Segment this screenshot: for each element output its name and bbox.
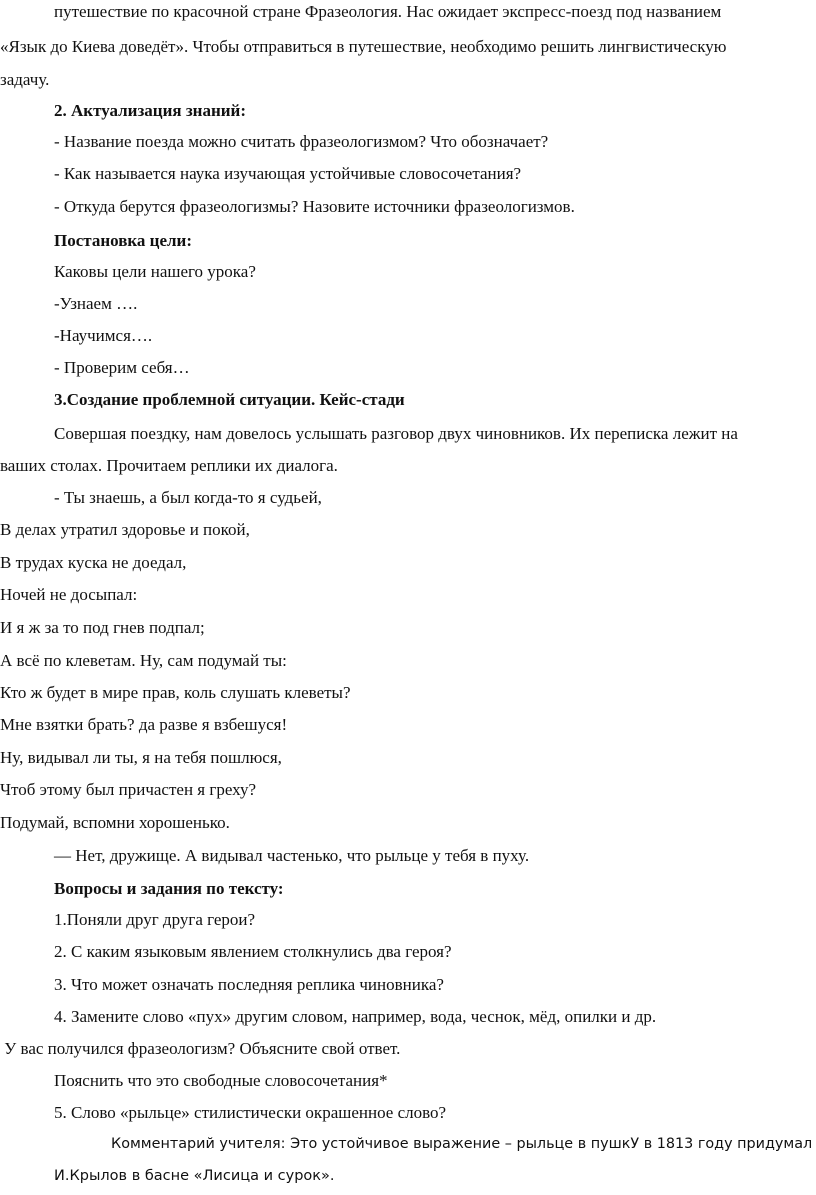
list-item: - Проверим себя… — [54, 358, 190, 377]
poem-line: Чтоб этому был причастен я греху? — [0, 780, 257, 799]
question-line: - Название поезда можно считать фразеологизмом? Что обозначает? — [54, 132, 549, 151]
section-heading: 2. Актуализация знаний: — [54, 101, 246, 120]
paragraph-line: Каковы цели нашего урока? — [54, 262, 256, 281]
section-heading: Постановка цели: — [54, 231, 193, 250]
section-heading: 3.Создание проблемной ситуации. Кейс-стади — [54, 390, 405, 409]
teacher-comment: И.Крылов в басне «Лисица и сурок». — [54, 1168, 335, 1184]
paragraph-line: Совершая поездку, нам довелось услышать разговор двух чиновников. Их переписка лежит на — [54, 424, 738, 443]
question-line: 4. Замените слово «пух» другим словом, например, вода, чеснок, мёд, опилки и др. — [54, 1007, 657, 1026]
poem-line: Мне взятки брать? да разве я взбешуся! — [0, 715, 288, 734]
poem-line: А всё по клеветам. Ну, сам подумай ты: — [0, 651, 287, 670]
list-item: -Узнаем …. — [54, 294, 138, 313]
question-line: 1.Поняли друг друга герои? — [54, 910, 256, 929]
question-line: 2. С каким языковым явлением столкнулись два героя? — [54, 942, 452, 961]
poem-line: И я ж за то под гнев подпал; — [0, 618, 205, 637]
paragraph-line: «Язык до Киева доведёт». Чтобы отправиться в путешествие, необходимо решить лингвистическую — [0, 37, 727, 56]
poem-line: Ночей не досыпал: — [0, 585, 138, 604]
poem-line: - Ты знаешь, а был когда-то я судьей, — [54, 488, 322, 507]
paragraph-line: ваших столах. Прочитаем реплики их диалога. — [0, 456, 338, 475]
question-line: - Как называется наука изучающая устойчивые словосочетания? — [54, 164, 522, 183]
teacher-comment: Комментарий учителя: Это устойчивое выражение – рыльце в пушкУ в 1813 году придумал — [111, 1136, 813, 1152]
question-line: 3. Что может означать последняя реплика чиновника? — [54, 975, 444, 994]
poem-line: Ну, видывал ли ты, я на тебя пошлюся, — [0, 748, 282, 767]
paragraph-line: путешествие по красочной стране Фразеология. Нас ожидает экспресс-поезд под названием — [54, 2, 722, 21]
section-heading: Вопросы и задания по тексту: — [54, 879, 284, 898]
poem-line: В делах утратил здоровье и покой, — [0, 520, 250, 539]
list-item: -Научимся…. — [54, 326, 153, 345]
paragraph-line: Пояснить что это свободные словосочетания* — [54, 1071, 388, 1090]
question-line: У вас получился фразеологизм? Объясните свой ответ. — [0, 1039, 401, 1058]
paragraph-line: задачу. — [0, 70, 50, 89]
poem-line: — Нет, дружище. А видывал частенько, что рыльце у тебя в пуху. — [54, 846, 530, 865]
question-line: - Откуда берутся фразеологизмы? Назовите источники фразеологизмов. — [54, 197, 575, 216]
poem-line: Кто ж будет в мире прав, коль слушать клеветы? — [0, 683, 351, 702]
question-line: 5. Слово «рыльце» стилистически окрашенное слово? — [54, 1103, 447, 1122]
poem-line: Подумай, вспомни хорошенько. — [0, 813, 230, 832]
poem-line: В трудах куска не доедал, — [0, 553, 187, 572]
